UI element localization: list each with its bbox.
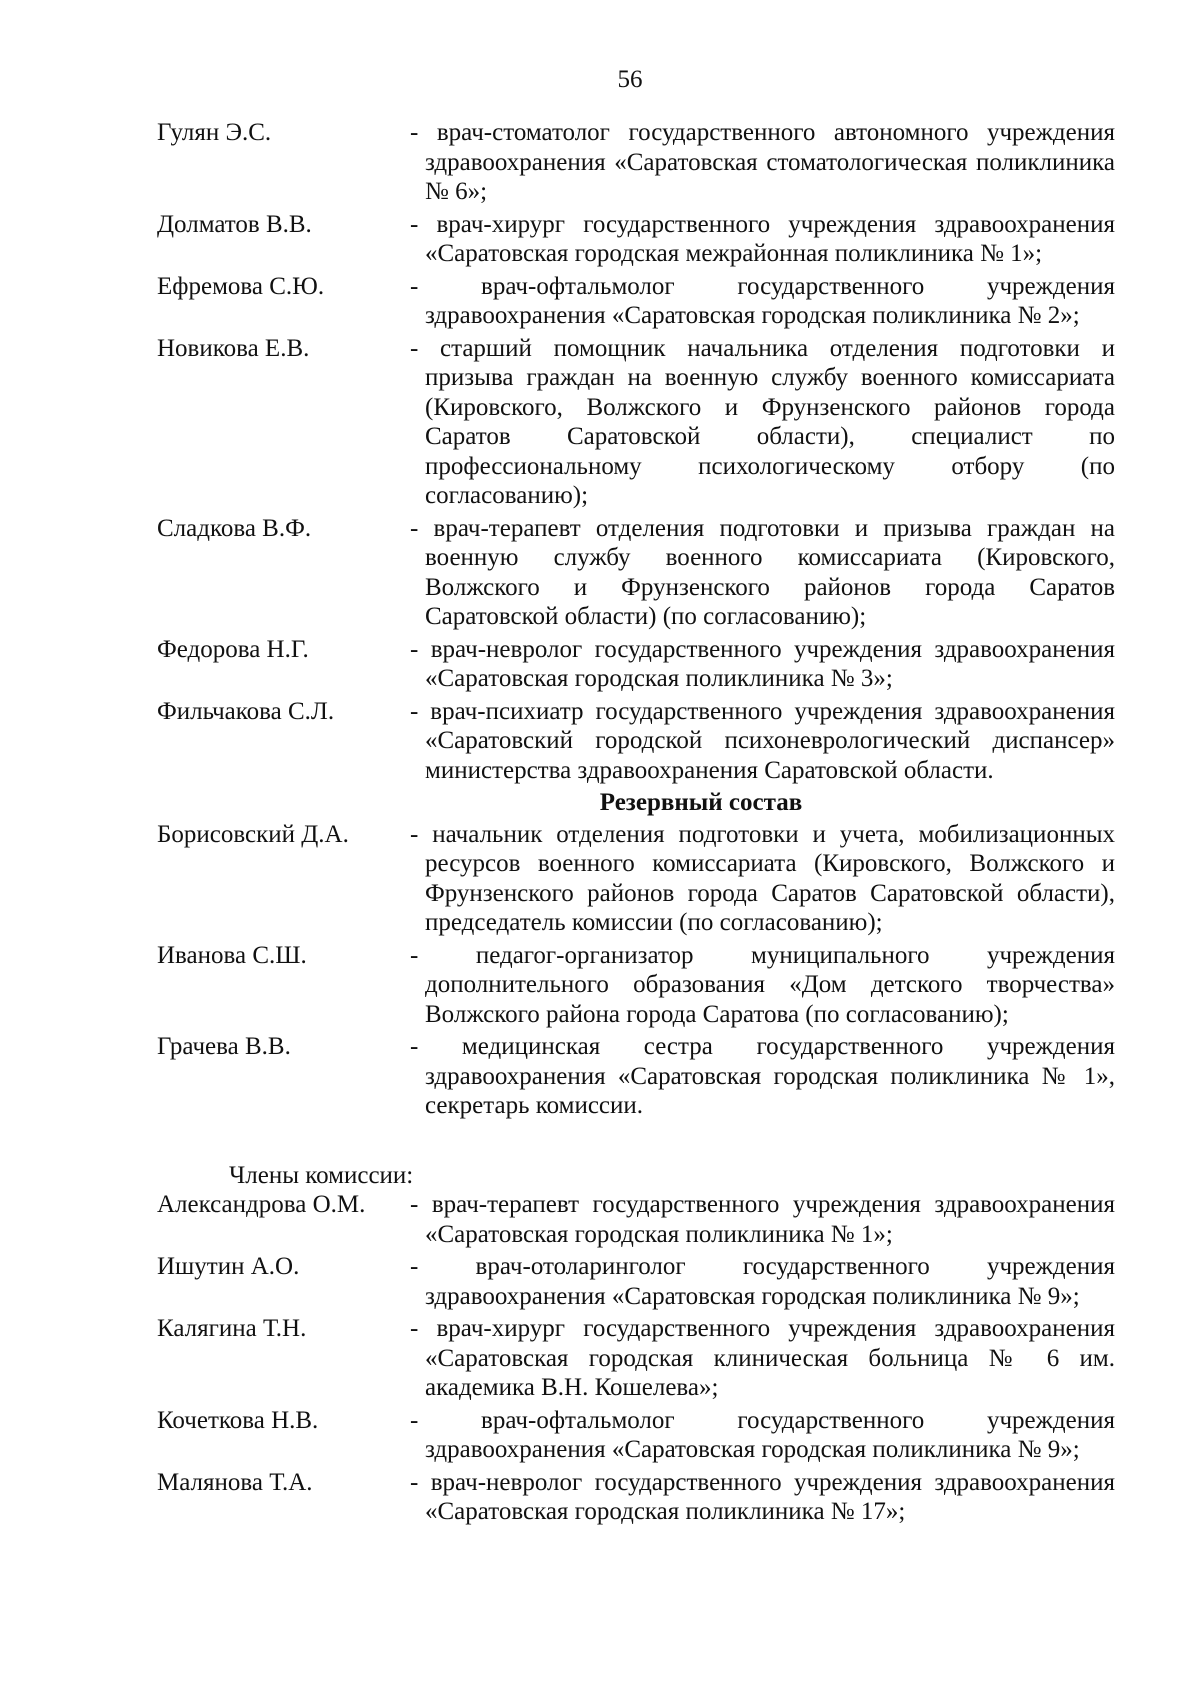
person-name: Фильчакова С.Л. [157, 697, 335, 725]
person-name: Малянова Т.А. [157, 1468, 313, 1496]
person-role: - врач-невролог государственного учреждения здравоохранения «Саратовская городская поликлиника № 17»; [410, 1468, 1115, 1525]
person-role: - врач-хирург государственного учреждения здравоохранения «Саратовская городская клиническая больница № 6 им. академика В.Н. Кошелева»; [410, 1315, 1115, 1401]
list-item [157, 1032, 1115, 1121]
list-item [157, 820, 1115, 938]
list-item [157, 697, 1115, 786]
person-name: Гулян Э.С. [157, 119, 272, 146]
person-role: - старший помощник начальника отделения подготовки и призыва граждан на военную службу военного комиссариата (Кировского, Волжского и Фрунзенского районов города Саратов Саратовской области), специалист по профессиональному психологическому отбору (по согласованию); [410, 334, 1115, 509]
list-item [157, 118, 1115, 207]
person-name: Долматов В.В. [157, 210, 312, 238]
person-role: - врач-терапевт государственного учреждения здравоохранения «Саратовская городская поликлиника № 1»; [410, 1191, 1115, 1248]
person-role: - врач-офтальмолог государственного учреждения здравоохранения «Саратовская городская поликлиника № 9»; [410, 1406, 1115, 1463]
person-role: - врач-отоларинголог государственного учреждения здравоохранения «Саратовская городская поликлиника № 9»; [410, 1253, 1115, 1310]
page-number: 56 [617, 66, 643, 93]
person-role: - врач-невролог государственного учреждения здравоохранения «Саратовская городская поликлиника № 3»; [410, 635, 1115, 692]
list-item [157, 1190, 1115, 1249]
reserve-section-title: Резервный состав [599, 789, 803, 816]
person-role: - врач-психиатр государственного учреждения здравоохранения «Саратовский городской психоневрологический диспансер» министерства здравоохранения Саратовской области. [410, 697, 1115, 784]
members-list [157, 1190, 1115, 1527]
list-item [157, 514, 1115, 632]
list-item [157, 635, 1115, 694]
person-name: Грачева В.В. [157, 1033, 291, 1060]
person-name: Федорова Н.Г. [157, 635, 309, 663]
person-name: Ефремова С.Ю. [157, 272, 325, 300]
person-role: - врач-терапевт отделения подготовки и призыва граждан на военную службу военного комиссариата (Кировского, Волжского и Фрунзенского районов города Саратов Саратовской области) (по согласованию); [410, 514, 1115, 630]
person-role: - врач-хирург государственного учреждения здравоохранения «Саратовская городская межрайонная поликлиника № 1»; [410, 210, 1115, 267]
person-role: - врач-стоматолог государственного автономного учреждения здравоохранения «Саратовская стоматологическая поликлиника № 6»; [410, 119, 1115, 205]
reserve-list [157, 820, 1115, 1121]
list-item [157, 941, 1115, 1030]
list-item [157, 210, 1115, 269]
person-name: Иванова С.Ш. [157, 941, 307, 969]
person-role: - врач-офтальмолог государственного учреждения здравоохранения «Саратовская городская поликлиника № 2»; [410, 272, 1115, 329]
person-name: Борисовский Д.А. [157, 820, 349, 848]
document-body [157, 118, 1115, 1530]
list-item [157, 1314, 1115, 1403]
person-role: - медицинская сестра государственного учреждения здравоохранения «Саратовская городская поликлиника № 1», секретарь комиссии. [410, 1033, 1115, 1119]
person-role: - педагог-организатор муниципального учреждения дополнительного образования «Дом детского творчества» Волжского района города Саратова (по согласованию); [410, 941, 1115, 1028]
list-item [157, 1406, 1115, 1465]
person-role: - начальник отделения подготовки и учета, мобилизационных ресурсов военного комиссариата (Кировского, Волжского и Фрунзенского районов города Саратов Саратовской области), председатель комиссии (по согласованию); [410, 820, 1115, 936]
list-item [157, 1252, 1115, 1311]
person-name: Сладкова В.Ф. [157, 514, 312, 542]
main-list [157, 118, 1115, 785]
person-name: Кочеткова Н.В. [157, 1406, 319, 1434]
person-name: Новикова Е.В. [157, 334, 310, 362]
person-name: Ишутин А.О. [157, 1253, 300, 1280]
list-item [157, 1468, 1115, 1527]
person-name: Калягина Т.Н. [157, 1315, 307, 1342]
list-item [157, 272, 1115, 331]
members-label: Члены комиссии: [229, 1161, 414, 1189]
person-name: Александрова О.М. [157, 1191, 366, 1218]
list-item [157, 334, 1115, 511]
